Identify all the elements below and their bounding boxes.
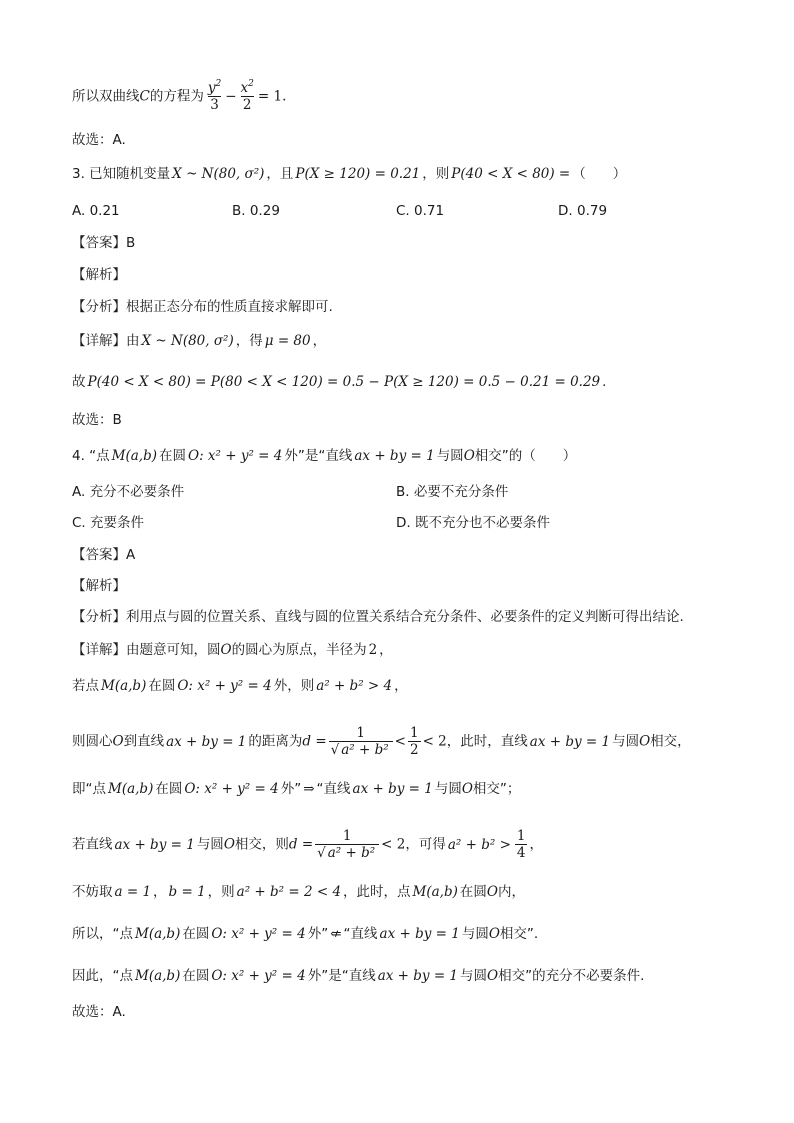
math-radius: 2 [368,642,378,658]
text: 若点 [72,678,99,694]
text: . [602,374,607,390]
text: “直线 [343,926,378,942]
less-than: < [394,733,406,750]
q3-analysis-heading: 【解析】 [72,267,126,283]
q4-step-4 [72,828,543,861]
text: 与圆 [461,926,489,942]
q3-analysis: 【分析】根据正态分布的性质直接求解即可. [72,299,333,315]
math-dist: X ~ N(80, σ²) [172,166,265,182]
math-circle: O: x² + y² = 4 [211,926,306,942]
q4-choice: 故选：A. [72,1004,126,1020]
text: 故 [72,374,86,390]
math-d: d = [302,733,327,750]
text: 在圆 [182,926,210,942]
math-dist: X ~ N(80, σ²) [141,333,234,349]
text: ， [394,678,408,694]
text: 相交，则 [234,836,289,853]
math-prob: P(X ≥ 120) = 0.21 [295,166,421,182]
q4-option-b: B. 必要不充分条件 [396,484,509,500]
q4-step-5 [72,882,525,902]
text: 与圆 [612,733,640,750]
q4-step-2 [72,725,691,758]
text: 相交”； [472,781,521,797]
equals-one: = 1. [257,88,287,105]
text: （ ） [572,166,627,182]
text: 则圆心 [72,733,113,750]
text: 所以，“点 [72,926,133,942]
var: x [240,80,249,96]
num: 1 [342,828,352,844]
text: ，则 [207,884,235,900]
text: 即“点 [72,781,106,797]
sqrt-content: a² + b² [341,742,389,758]
math-prob-range: P(40 < X < 80) = [451,166,571,182]
text: 不妨取 [72,884,113,900]
num: 1 [516,828,526,844]
question-3 [72,164,626,184]
math-b: b = 1 [168,884,206,900]
q4-detail [72,640,393,660]
answer-choice-a: 故选：A. [72,132,126,148]
text: 的方程为 [149,88,204,105]
math-o: O [461,781,473,797]
text: 3. 已知随机变量 [72,166,171,182]
text: ，此时，点 [343,884,411,900]
text: 到直线 [123,733,165,750]
math-circle: O: x² + y² = 4 [177,678,272,694]
text: ， [153,884,167,900]
math-calc: P(40 < X < 80) = P(80 < X < 120) = 0.5 − P(X ≥ 120) = 0.5 − 0.21 = 0.29 [87,374,601,390]
math-sum: a² + b² = 2 < 4 [236,884,342,900]
math-o: O [486,884,498,900]
den: 2 [242,97,252,113]
text: 相交”. [499,926,539,942]
less-than-two: < 2 [381,836,406,853]
math-o: O [223,836,235,853]
math-o: O [112,733,124,750]
text: 在圆 [182,968,210,984]
math-o: O [639,733,651,750]
math-o: O [220,642,232,658]
text: 外”是“直线 [307,968,376,984]
q4-analysis: 【分析】利用点与圆的位置关系、直线与圆的位置关系结合充分条件、必要条件的定义判断可得出结论. [72,609,684,625]
not-implies-symbol: ⇍ [330,926,342,942]
math-point: M(a,b) [111,448,158,464]
text: 外，则 [273,678,315,694]
text: ， [312,333,327,349]
num: 1 [356,725,365,741]
q4-step-3 [72,779,520,799]
q3-calculation [72,372,606,392]
text: ，则 [422,166,450,182]
text: 若直线 [72,836,113,853]
math-point: M(a,b) [135,968,181,984]
q4-analysis-heading: 【解析】 [72,578,126,594]
q4-option-d: D. 既不充分也不必要条件 [396,515,550,531]
fraction-x2-2: $\frac{x^2}{2}$ [240,79,254,113]
math-mu: μ = 80 [264,333,311,349]
text: 外” [280,781,302,797]
text: 与圆 [436,448,464,464]
text: 相交， [650,733,691,750]
q3-option-c: C. 0.71 [396,203,445,219]
q3-answer: 【答案】B [72,235,136,251]
q3-detail [72,331,326,351]
math-line: ax + by = 1 [166,733,247,750]
den: 4 [516,845,526,861]
text: 所以双曲线 [72,88,140,105]
less-than-two: < 2 [422,733,447,750]
text: 相交”的充分不必要条件. [498,968,645,984]
math-line: ax + by = 1 [352,781,433,797]
math-inequality: a² + b² > 4 [316,678,393,694]
math-line: ax + by = 1 [529,733,611,750]
math-line: ax + by = 1 [377,968,459,984]
fraction-half [408,725,421,758]
text: ，且 [266,166,294,182]
implies-symbol: ⇒ [303,781,315,797]
question-4 [72,446,576,466]
q4-answer: 【答案】A [72,547,136,563]
text: 在圆 [148,678,176,694]
line-conclusion-hyperbola [72,80,286,113]
math-circle: O: x² + y² = 4 [211,968,306,984]
math-point: M(a,b) [101,678,147,694]
text: 与圆 [434,781,462,797]
text: 外”是“直线 [284,448,353,464]
math-a: a = 1 [114,884,152,900]
text: ，得 [235,333,263,349]
text: 与圆 [460,968,488,984]
text: ， [379,642,393,658]
text: 相交”的（ ） [474,448,577,464]
math-circle: O: x² + y² = 4 [188,448,283,464]
math-line: ax + by = 1 [354,448,435,464]
text: 的圆心为原点，半径为 [231,642,367,658]
q4-option-c: C. 充要条件 [72,515,145,531]
q4-step-1 [72,676,408,696]
sqrt-content: a² + b² [327,845,376,861]
math-point: M(a,b) [412,884,458,900]
text: “直线 [316,781,351,797]
math-o: O [487,968,499,984]
fraction-quarter [515,828,528,861]
math-o: O [463,448,475,464]
text: 的距离为 [248,733,303,750]
q3-option-d: D. 0.79 [558,203,608,219]
den: 3 [210,97,219,113]
text: 4. “点 [72,448,110,464]
q4-option-a: A. 充分不必要条件 [72,484,185,500]
math-d: d = [288,836,314,853]
math-circle: O: x² + y² = 4 [184,781,279,797]
fraction-distance: $\frac{1}{\text{√ a² + b²}}$ [315,828,379,861]
text: 【详解】由题意可知，圆 [72,642,221,658]
fraction-y2-3: $\frac{y^2}{3}$ [207,79,222,113]
text: 与圆 [196,836,224,853]
text: 内， [497,884,525,900]
fraction-distance: $\frac{1}{\text{√ a² + b²}}$ [329,725,393,758]
num: 1 [409,725,419,741]
math-point: M(a,b) [135,926,181,942]
text: 在圆 [155,781,183,797]
var: y [207,80,216,96]
text: 在圆 [459,884,487,900]
math-c: C [139,88,150,105]
q4-step-6 [72,924,538,944]
text: ，可得 [405,836,446,853]
text: 【详解】由 [72,333,140,349]
q3-choice: 故选：B [72,412,122,428]
den: 2 [409,742,419,758]
minus: − [225,88,237,105]
math-o: O [488,926,500,942]
text: 外” [307,926,329,942]
text: ，此时，直线 [446,733,528,750]
q3-option-a: A. 0.21 [72,203,120,219]
math-line: ax + by = 1 [114,836,195,853]
math-inequality: a² + b² > [447,836,511,853]
text: 因此，“点 [72,968,133,984]
q4-step-7 [72,966,644,986]
math-point: M(a,b) [108,781,154,797]
text: ， [529,836,543,853]
math-line: ax + by = 1 [379,926,460,942]
text: 在圆 [159,448,187,464]
q3-option-b: B. 0.29 [232,203,280,219]
